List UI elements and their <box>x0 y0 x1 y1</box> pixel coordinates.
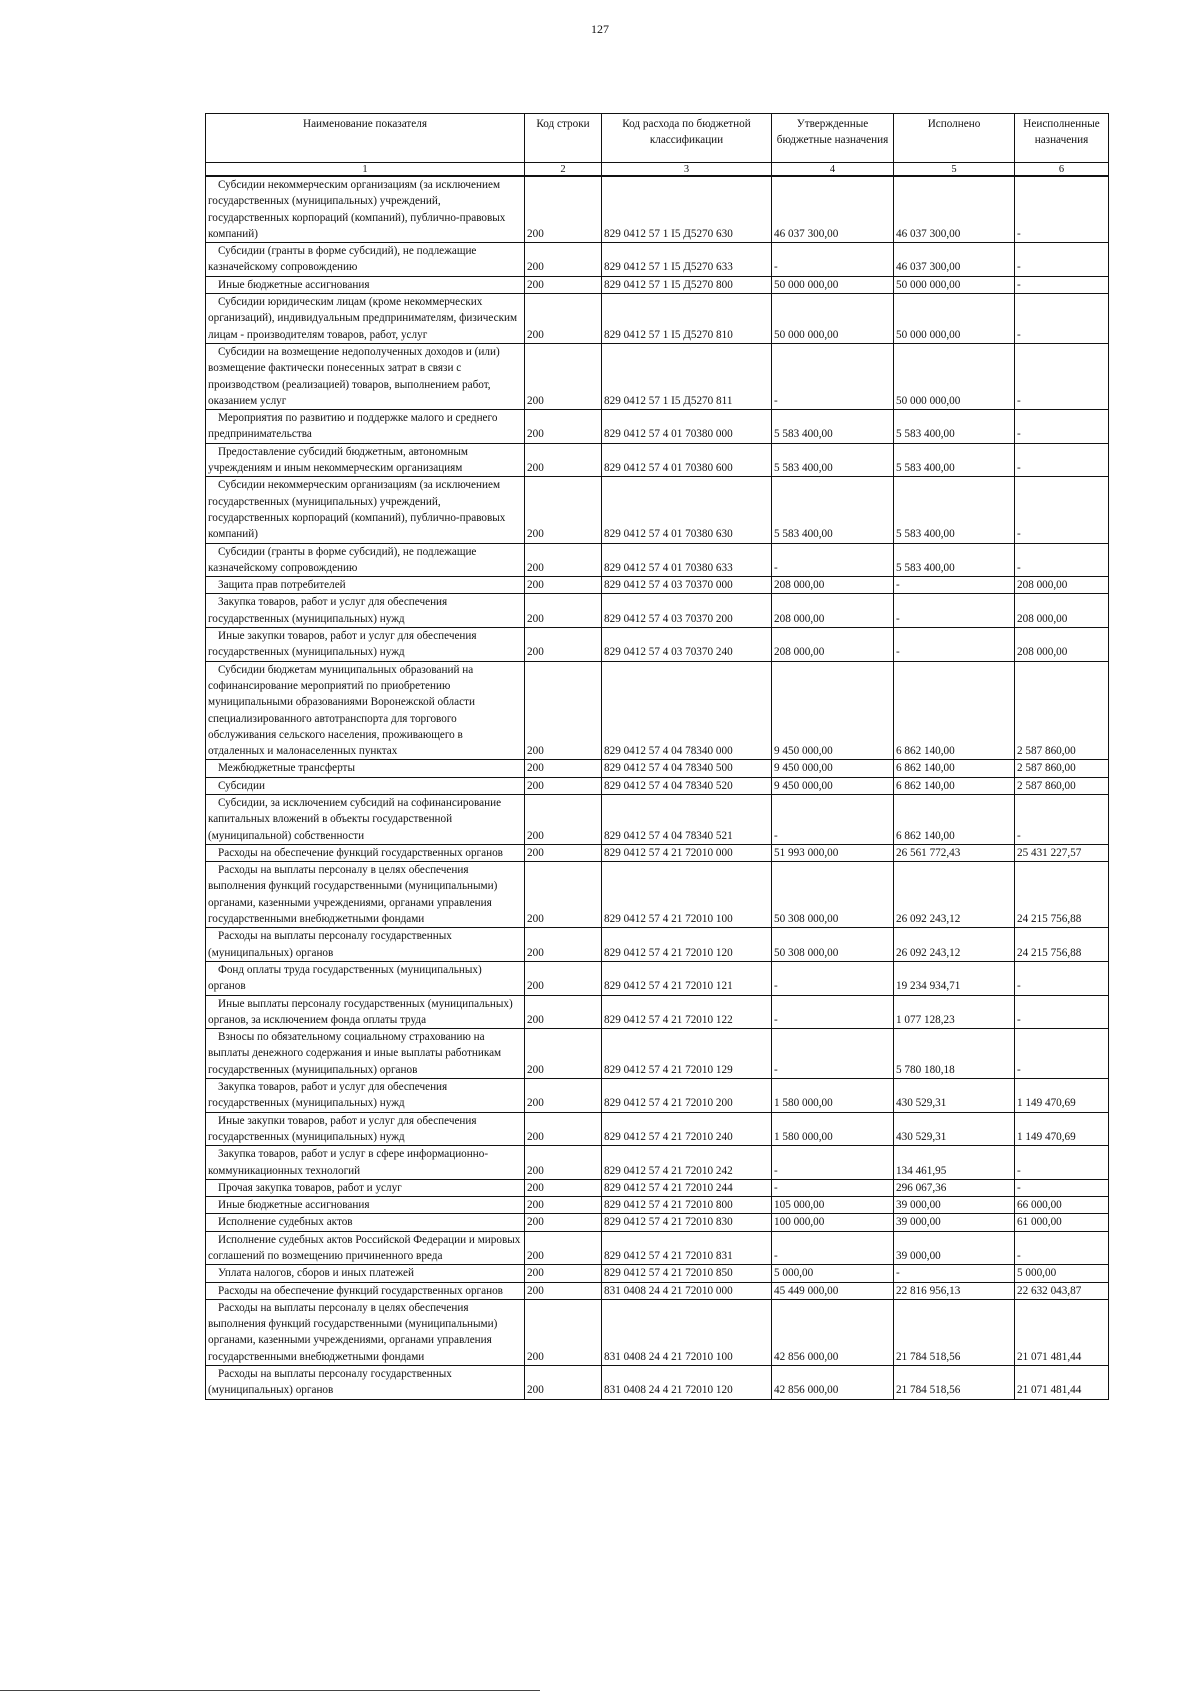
cell-expense-code: 829 0412 57 4 21 72010 244 <box>602 1179 772 1196</box>
cell-executed: 39 000,00 <box>894 1214 1015 1231</box>
cell-line-code: 200 <box>525 1146 602 1180</box>
cell-approved: 208 000,00 <box>772 577 894 594</box>
cell-executed: 134 461,95 <box>894 1146 1015 1180</box>
cell-indicator-name: Субсидии бюджетам муниципальных образований на софинансирование мероприятий по приобретению муниципальными образованиями Воронежской области специализированного автотранспорта для торгового обслуживания сельского населения, проживающего в отдаленных и малонаселенных пунктах <box>206 661 525 760</box>
table-row <box>206 410 1109 444</box>
cell-indicator-name: Исполнение судебных актов <box>206 1214 525 1231</box>
header-expense-code: Код расхода по бюджетной классификации <box>602 114 772 163</box>
cell-line-code: 200 <box>525 577 602 594</box>
cell-line-code: 200 <box>525 961 602 995</box>
cell-approved: 9 450 000,00 <box>772 777 894 794</box>
cell-indicator-name: Субсидии <box>206 777 525 794</box>
cell-line-code: 200 <box>525 661 602 760</box>
cell-unexecuted: - <box>1015 343 1109 409</box>
table-row <box>206 343 1109 409</box>
cell-line-code: 200 <box>525 628 602 662</box>
cell-line-code: 200 <box>525 760 602 777</box>
cell-unexecuted: 208 000,00 <box>1015 577 1109 594</box>
cell-line-code: 200 <box>525 862 602 928</box>
table-row <box>206 1282 1109 1299</box>
table-row <box>206 794 1109 844</box>
cell-executed: 26 092 243,12 <box>894 928 1015 962</box>
cell-executed: 5 583 400,00 <box>894 410 1015 444</box>
cell-expense-code: 829 0412 57 4 04 78340 520 <box>602 777 772 794</box>
cell-expense-code: 829 0412 57 4 01 70380 633 <box>602 543 772 577</box>
cell-executed: 5 583 400,00 <box>894 443 1015 477</box>
cell-executed: 26 561 772,43 <box>894 844 1015 861</box>
table-header-row <box>206 114 1109 163</box>
cell-approved: 1 580 000,00 <box>772 1079 894 1113</box>
cell-unexecuted: 66 000,00 <box>1015 1197 1109 1214</box>
cell-executed: 50 000 000,00 <box>894 276 1015 293</box>
cell-executed: - <box>894 577 1015 594</box>
table-row <box>206 1079 1109 1113</box>
cell-expense-code: 829 0412 57 4 04 78340 500 <box>602 760 772 777</box>
column-number: 3 <box>602 163 772 177</box>
cell-approved: - <box>772 961 894 995</box>
column-number-row <box>206 163 1109 177</box>
cell-unexecuted: - <box>1015 477 1109 543</box>
table-row <box>206 1146 1109 1180</box>
cell-expense-code: 829 0412 57 4 21 72010 122 <box>602 995 772 1029</box>
cell-indicator-name: Субсидии юридическим лицам (кроме некоммерческих организаций), индивидуальным предпринимателям, физическим лицам - производителям товаров, работ, услуг <box>206 294 525 344</box>
cell-indicator-name: Субсидии некоммерческим организациям (за исключением государственных (муниципальных) учреждений, государственных корпораций (компаний), публично-правовых компаний) <box>206 477 525 543</box>
cell-approved: - <box>772 543 894 577</box>
cell-expense-code: 831 0408 24 4 21 72010 120 <box>602 1366 772 1400</box>
cell-executed: 6 862 140,00 <box>894 661 1015 760</box>
cell-approved: 5 000,00 <box>772 1265 894 1282</box>
cell-executed: 1 077 128,23 <box>894 995 1015 1029</box>
column-number: 6 <box>1015 163 1109 177</box>
cell-indicator-name: Расходы на выплаты персоналу государственных (муниципальных) органов <box>206 928 525 962</box>
table-row <box>206 777 1109 794</box>
table-row <box>206 477 1109 543</box>
cell-unexecuted: 61 000,00 <box>1015 1214 1109 1231</box>
table-row <box>206 1299 1109 1365</box>
table-row <box>206 443 1109 477</box>
cell-expense-code: 829 0412 57 1 I5 Д5270 633 <box>602 243 772 277</box>
cell-expense-code: 829 0412 57 4 01 70380 000 <box>602 410 772 444</box>
table-row <box>206 594 1109 628</box>
cell-line-code: 200 <box>525 1179 602 1196</box>
cell-unexecuted: 208 000,00 <box>1015 594 1109 628</box>
cell-executed: - <box>894 628 1015 662</box>
cell-line-code: 200 <box>525 1265 602 1282</box>
cell-expense-code: 829 0412 57 4 21 72010 830 <box>602 1214 772 1231</box>
cell-line-code: 200 <box>525 443 602 477</box>
table-row <box>206 1179 1109 1196</box>
header-indicator-name: Наименование показателя <box>206 114 525 163</box>
cell-expense-code: 829 0412 57 4 04 78340 000 <box>602 661 772 760</box>
cell-indicator-name: Исполнение судебных актов Российской Федерации и мировых соглашений по возмещению причиненного вреда <box>206 1231 525 1265</box>
cell-indicator-name: Расходы на выплаты персоналу в целях обеспечения выполнения функций государственными (муниципальными) органами, казенными учреждениями, органами управления государственными внебюджетными фондами <box>206 1299 525 1365</box>
cell-expense-code: 829 0412 57 4 03 70370 200 <box>602 594 772 628</box>
cell-approved: 42 856 000,00 <box>772 1366 894 1400</box>
cell-unexecuted: - <box>1015 794 1109 844</box>
cell-executed: - <box>894 1265 1015 1282</box>
cell-expense-code: 831 0408 24 4 21 72010 100 <box>602 1299 772 1365</box>
footer-rule <box>0 1690 540 1691</box>
cell-indicator-name: Защита прав потребителей <box>206 577 525 594</box>
table-row <box>206 1214 1109 1231</box>
column-number: 2 <box>525 163 602 177</box>
cell-indicator-name: Закупка товаров, работ и услуг для обеспечения государственных (муниципальных) нужд <box>206 594 525 628</box>
cell-approved: 46 037 300,00 <box>772 176 894 243</box>
table-row <box>206 661 1109 760</box>
cell-line-code: 200 <box>525 1112 602 1146</box>
cell-expense-code: 829 0412 57 4 21 72010 200 <box>602 1079 772 1113</box>
cell-approved: - <box>772 1231 894 1265</box>
table-row <box>206 243 1109 277</box>
cell-approved: - <box>772 1029 894 1079</box>
cell-executed: 430 529,31 <box>894 1112 1015 1146</box>
table-row <box>206 961 1109 995</box>
table-row <box>206 928 1109 962</box>
cell-approved: - <box>772 1146 894 1180</box>
cell-approved: 100 000,00 <box>772 1214 894 1231</box>
cell-expense-code: 829 0412 57 4 21 72010 240 <box>602 1112 772 1146</box>
cell-line-code: 200 <box>525 1299 602 1365</box>
cell-approved: 9 450 000,00 <box>772 661 894 760</box>
budget-execution-table <box>205 113 1109 1400</box>
cell-indicator-name: Уплата налогов, сборов и иных платежей <box>206 1265 525 1282</box>
cell-expense-code: 829 0412 57 1 I5 Д5270 800 <box>602 276 772 293</box>
cell-approved: 208 000,00 <box>772 594 894 628</box>
cell-line-code: 200 <box>525 543 602 577</box>
cell-indicator-name: Иные выплаты персоналу государственных (муниципальных) органов, за исключением фонда оплаты труда <box>206 995 525 1029</box>
cell-expense-code: 829 0412 57 4 21 72010 831 <box>602 1231 772 1265</box>
cell-line-code: 200 <box>525 477 602 543</box>
cell-indicator-name: Субсидии некоммерческим организациям (за исключением государственных (муниципальных) учреждений, государственных корпораций (компаний), публично-правовых компаний) <box>206 176 525 243</box>
cell-line-code: 200 <box>525 1197 602 1214</box>
cell-unexecuted: 2 587 860,00 <box>1015 777 1109 794</box>
cell-unexecuted: - <box>1015 243 1109 277</box>
cell-indicator-name: Иные закупки товаров, работ и услуг для обеспечения государственных (муниципальных) нужд <box>206 628 525 662</box>
cell-indicator-name: Субсидии на возмещение недополученных доходов и (или) возмещение фактически понесенных затрат в связи с производством (реализацией) товаров, выполнением работ, оказанием услуг <box>206 343 525 409</box>
cell-executed: 6 862 140,00 <box>894 794 1015 844</box>
cell-unexecuted: - <box>1015 443 1109 477</box>
cell-indicator-name: Взносы по обязательному социальному страхованию на выплаты денежного содержания и иные выплаты работникам государственных (муниципальных) органов <box>206 1029 525 1079</box>
header-unexecuted: Неисполненные назначения <box>1015 114 1109 163</box>
cell-executed: - <box>894 594 1015 628</box>
cell-line-code: 200 <box>525 1079 602 1113</box>
cell-indicator-name: Иные бюджетные ассигнования <box>206 276 525 293</box>
column-number: 1 <box>206 163 525 177</box>
cell-unexecuted: 24 215 756,88 <box>1015 862 1109 928</box>
cell-unexecuted: - <box>1015 276 1109 293</box>
cell-indicator-name: Мероприятия по развитию и поддержке малого и среднего предпринимательства <box>206 410 525 444</box>
cell-indicator-name: Иные бюджетные ассигнования <box>206 1197 525 1214</box>
cell-approved: 1 580 000,00 <box>772 1112 894 1146</box>
cell-unexecuted: - <box>1015 1146 1109 1180</box>
cell-expense-code: 831 0408 24 4 21 72010 000 <box>602 1282 772 1299</box>
header-approved: Утвержденные бюджетные назначения <box>772 114 894 163</box>
table-row <box>206 628 1109 662</box>
cell-line-code: 200 <box>525 243 602 277</box>
cell-indicator-name: Субсидии (гранты в форме субсидий), не подлежащие казначейскому сопровождению <box>206 243 525 277</box>
cell-unexecuted: 21 071 481,44 <box>1015 1299 1109 1365</box>
cell-indicator-name: Расходы на обеспечение функций государственных органов <box>206 844 525 861</box>
column-number: 4 <box>772 163 894 177</box>
cell-approved: - <box>772 243 894 277</box>
cell-executed: 39 000,00 <box>894 1197 1015 1214</box>
cell-executed: 39 000,00 <box>894 1231 1015 1265</box>
cell-executed: 6 862 140,00 <box>894 777 1015 794</box>
cell-unexecuted: 24 215 756,88 <box>1015 928 1109 962</box>
cell-executed: 21 784 518,56 <box>894 1299 1015 1365</box>
cell-expense-code: 829 0412 57 1 I5 Д5270 811 <box>602 343 772 409</box>
cell-approved: 51 993 000,00 <box>772 844 894 861</box>
table-row <box>206 276 1109 293</box>
cell-indicator-name: Расходы на обеспечение функций государственных органов <box>206 1282 525 1299</box>
cell-line-code: 200 <box>525 276 602 293</box>
table-row <box>206 1265 1109 1282</box>
cell-indicator-name: Субсидии, за исключением субсидий на софинансирование капитальных вложений в объекты государственной (муниципальной) собственности <box>206 794 525 844</box>
table-row <box>206 1112 1109 1146</box>
cell-approved: 45 449 000,00 <box>772 1282 894 1299</box>
cell-unexecuted: - <box>1015 995 1109 1029</box>
cell-line-code: 200 <box>525 1366 602 1400</box>
cell-executed: 5 583 400,00 <box>894 477 1015 543</box>
cell-line-code: 200 <box>525 410 602 444</box>
column-number: 5 <box>894 163 1015 177</box>
cell-expense-code: 829 0412 57 1 I5 Д5270 810 <box>602 294 772 344</box>
cell-line-code: 200 <box>525 995 602 1029</box>
cell-unexecuted: - <box>1015 410 1109 444</box>
cell-unexecuted: 21 071 481,44 <box>1015 1366 1109 1400</box>
cell-approved: 50 000 000,00 <box>772 294 894 344</box>
cell-approved: 50 000 000,00 <box>772 276 894 293</box>
cell-executed: 5 780 180,18 <box>894 1029 1015 1079</box>
cell-unexecuted: - <box>1015 1179 1109 1196</box>
cell-indicator-name: Субсидии (гранты в форме субсидий), не подлежащие казначейскому сопровождению <box>206 543 525 577</box>
cell-executed: 50 000 000,00 <box>894 343 1015 409</box>
cell-expense-code: 829 0412 57 4 21 72010 100 <box>602 862 772 928</box>
cell-executed: 21 784 518,56 <box>894 1366 1015 1400</box>
cell-line-code: 200 <box>525 777 602 794</box>
cell-line-code: 200 <box>525 294 602 344</box>
cell-approved: 50 308 000,00 <box>772 928 894 962</box>
cell-line-code: 200 <box>525 176 602 243</box>
cell-indicator-name: Прочая закупка товаров, работ и услуг <box>206 1179 525 1196</box>
table-row <box>206 1029 1109 1079</box>
cell-expense-code: 829 0412 57 4 21 72010 121 <box>602 961 772 995</box>
cell-unexecuted: 1 149 470,69 <box>1015 1079 1109 1113</box>
cell-approved: - <box>772 343 894 409</box>
cell-approved: 50 308 000,00 <box>772 862 894 928</box>
cell-unexecuted: 22 632 043,87 <box>1015 1282 1109 1299</box>
cell-indicator-name: Расходы на выплаты персоналу государственных (муниципальных) органов <box>206 1366 525 1400</box>
cell-unexecuted: 208 000,00 <box>1015 628 1109 662</box>
cell-unexecuted: - <box>1015 961 1109 995</box>
table-row <box>206 294 1109 344</box>
cell-unexecuted: 5 000,00 <box>1015 1265 1109 1282</box>
cell-line-code: 200 <box>525 844 602 861</box>
cell-expense-code: 829 0412 57 4 03 70370 000 <box>602 577 772 594</box>
cell-expense-code: 829 0412 57 4 21 72010 800 <box>602 1197 772 1214</box>
cell-executed: 19 234 934,71 <box>894 961 1015 995</box>
cell-executed: 46 037 300,00 <box>894 176 1015 243</box>
cell-approved: 105 000,00 <box>772 1197 894 1214</box>
cell-indicator-name: Закупка товаров, работ и услуг в сфере информационно-коммуникационных технологий <box>206 1146 525 1180</box>
cell-executed: 430 529,31 <box>894 1079 1015 1113</box>
cell-unexecuted: 2 587 860,00 <box>1015 760 1109 777</box>
cell-approved: - <box>772 995 894 1029</box>
cell-line-code: 200 <box>525 794 602 844</box>
table-row <box>206 543 1109 577</box>
header-executed: Исполнено <box>894 114 1015 163</box>
cell-unexecuted: 1 149 470,69 <box>1015 1112 1109 1146</box>
cell-indicator-name: Фонд оплаты труда государственных (муниципальных) органов <box>206 961 525 995</box>
cell-approved: - <box>772 794 894 844</box>
cell-approved: 5 583 400,00 <box>772 410 894 444</box>
cell-line-code: 200 <box>525 1282 602 1299</box>
cell-line-code: 200 <box>525 594 602 628</box>
cell-unexecuted: 2 587 860,00 <box>1015 661 1109 760</box>
table-row <box>206 1197 1109 1214</box>
cell-expense-code: 829 0412 57 4 01 70380 630 <box>602 477 772 543</box>
cell-expense-code: 829 0412 57 4 01 70380 600 <box>602 443 772 477</box>
header-line-code: Код строки <box>525 114 602 163</box>
cell-line-code: 200 <box>525 928 602 962</box>
cell-unexecuted: - <box>1015 543 1109 577</box>
cell-expense-code: 829 0412 57 4 21 72010 000 <box>602 844 772 861</box>
cell-executed: 26 092 243,12 <box>894 862 1015 928</box>
table-row <box>206 995 1109 1029</box>
cell-executed: 50 000 000,00 <box>894 294 1015 344</box>
cell-indicator-name: Межбюджетные трансферты <box>206 760 525 777</box>
table-row <box>206 1366 1109 1400</box>
cell-unexecuted: 25 431 227,57 <box>1015 844 1109 861</box>
cell-executed: 5 583 400,00 <box>894 543 1015 577</box>
cell-executed: 22 816 956,13 <box>894 1282 1015 1299</box>
cell-approved: - <box>772 1179 894 1196</box>
table-row <box>206 760 1109 777</box>
cell-expense-code: 829 0412 57 4 21 72010 850 <box>602 1265 772 1282</box>
cell-indicator-name: Закупка товаров, работ и услуг для обеспечения государственных (муниципальных) нужд <box>206 1079 525 1113</box>
cell-line-code: 200 <box>525 1029 602 1079</box>
table-row <box>206 176 1109 243</box>
cell-indicator-name: Расходы на выплаты персоналу в целях обеспечения выполнения функций государственными (муниципальными) органами, казенными учреждениями, органами управления государственными внебюджетными фондами <box>206 862 525 928</box>
cell-indicator-name: Предоставление субсидий бюджетным, автономным учреждениям и иным некоммерческим организациям <box>206 443 525 477</box>
cell-expense-code: 829 0412 57 4 21 72010 242 <box>602 1146 772 1180</box>
cell-unexecuted: - <box>1015 1231 1109 1265</box>
table-row <box>206 1231 1109 1265</box>
page-number: 127 <box>591 22 609 36</box>
cell-approved: 5 583 400,00 <box>772 443 894 477</box>
cell-unexecuted: - <box>1015 176 1109 243</box>
cell-expense-code: 829 0412 57 4 21 72010 129 <box>602 1029 772 1079</box>
cell-approved: 42 856 000,00 <box>772 1299 894 1365</box>
cell-expense-code: 829 0412 57 4 21 72010 120 <box>602 928 772 962</box>
cell-indicator-name: Иные закупки товаров, работ и услуг для обеспечения государственных (муниципальных) нужд <box>206 1112 525 1146</box>
cell-expense-code: 829 0412 57 4 04 78340 521 <box>602 794 772 844</box>
cell-unexecuted: - <box>1015 1029 1109 1079</box>
cell-executed: 46 037 300,00 <box>894 243 1015 277</box>
cell-executed: 6 862 140,00 <box>894 760 1015 777</box>
cell-approved: 5 583 400,00 <box>772 477 894 543</box>
cell-executed: 296 067,36 <box>894 1179 1015 1196</box>
cell-approved: 208 000,00 <box>772 628 894 662</box>
cell-expense-code: 829 0412 57 1 I5 Д5270 630 <box>602 176 772 243</box>
cell-unexecuted: - <box>1015 294 1109 344</box>
table-row <box>206 844 1109 861</box>
cell-expense-code: 829 0412 57 4 03 70370 240 <box>602 628 772 662</box>
cell-line-code: 200 <box>525 343 602 409</box>
table-row <box>206 862 1109 928</box>
table-body <box>206 163 1109 1400</box>
cell-line-code: 200 <box>525 1231 602 1265</box>
cell-approved: 9 450 000,00 <box>772 760 894 777</box>
table-row <box>206 577 1109 594</box>
cell-line-code: 200 <box>525 1214 602 1231</box>
